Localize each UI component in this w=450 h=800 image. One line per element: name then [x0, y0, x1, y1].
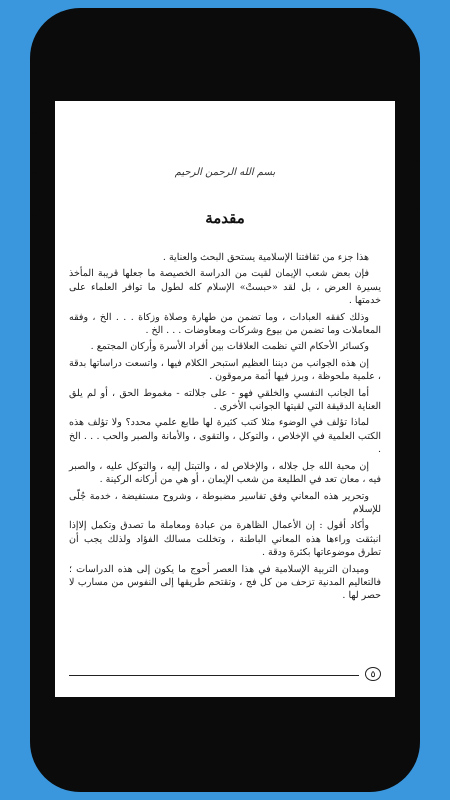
book-page: [55, 101, 395, 697]
paragraph: وتحرير هذه المعاني وفق تفاسير مضبوطة ، وشروح مستفيضة ، خدمة جُلّى للإسلام: [69, 490, 381, 515]
paragraph: فإن بعض شعب الإيمان لقيت من الدراسة الخصيصة ما جعلها قريبة المأخذ يسيرة العرض ، بل لقد «حبستْ» الإسلام كله لطول ما توافر العلماء على خدمتها .: [69, 268, 381, 307]
paragraph: وميدان التربية الإسلامية في هذا العصر أحوج ما يكون إلى هذه الدراسات ؛ فالتعاليم المدنية تزحف من كل فج ، وتقتحم طريقها إلى النفوس من مسارب لا حصر لها .: [69, 563, 381, 602]
book-page-viewer[interactable]: [55, 101, 395, 697]
paragraph: إن محبة الله جل جلاله ، والإخلاص له ، والتبتل إليه ، والتوكل عليه ، والصبر فيه ، معان تعد في الطليعة من شعب الإيمان ، أو هي من أركانه الركينة .: [69, 460, 381, 486]
page-number: ٥: [365, 667, 381, 681]
paragraph: لماذا تؤلف في الوضوء مثلا كتب كثيرة لها طابع علمي محدد؟ ولا تؤلف هذه الكتب العلمية في الإخلاص ، والتوكل ، والتقوى ، والأمانة والصبر والحب . . . الخ .: [69, 417, 381, 456]
chapter-heading: مقدمة: [205, 209, 245, 227]
footer-rule: [69, 675, 359, 676]
paragraph: إن هذه الجوانب من ديننا العظيم استبحر الكلام فيها ، واتسعت دراساتها بدقة ، علمية ملحوظة ، وبرز فيها أئمة مرموقون .: [69, 357, 381, 383]
page-footer: [69, 667, 381, 681]
paragraph: هذا جزء من ثقافتنا الإسلامية يستحق البحث والعناية .: [162, 252, 369, 263]
phone-side-button: [32, 112, 37, 134]
phone-side-button: [32, 172, 37, 216]
paragraph: أما الجانب النفسي والخلقي فهو - على جلالته - مغموط الحق ، أو لم يلق العناية الدقيقة التي لقيتها الجوانب الأخرى .: [69, 387, 381, 413]
page-body: [69, 251, 381, 606]
paragraph: وأكاد أقول : إن الأعمال الظاهرة من عبادة ومعاملة ما تصدق وتكمل إلاإذا انبثقت وراءها هذه المعاني الباطنة ، وتخللت مسالك الفؤاد ولذلك يجب أن تطرق موضوعاتها بكثرة ودقة .: [69, 520, 381, 559]
paragraph: وكسائر الأحكام التي نظمت العلاقات بين أفراد الأسرة وأركان المجتمع .: [90, 341, 369, 353]
basmala-ornament: بسم الله الرحمن الرحيم: [174, 167, 276, 178]
paragraph: وذلك كفقه العبادات ، وما تضمن من طهارة وصلاة وزكاة . . . الخ ، وفقه المعاملات وما تضمن من بيوع وشركات ومعاوضات . . . الخ .: [69, 311, 381, 337]
phone-side-button: [413, 160, 418, 210]
